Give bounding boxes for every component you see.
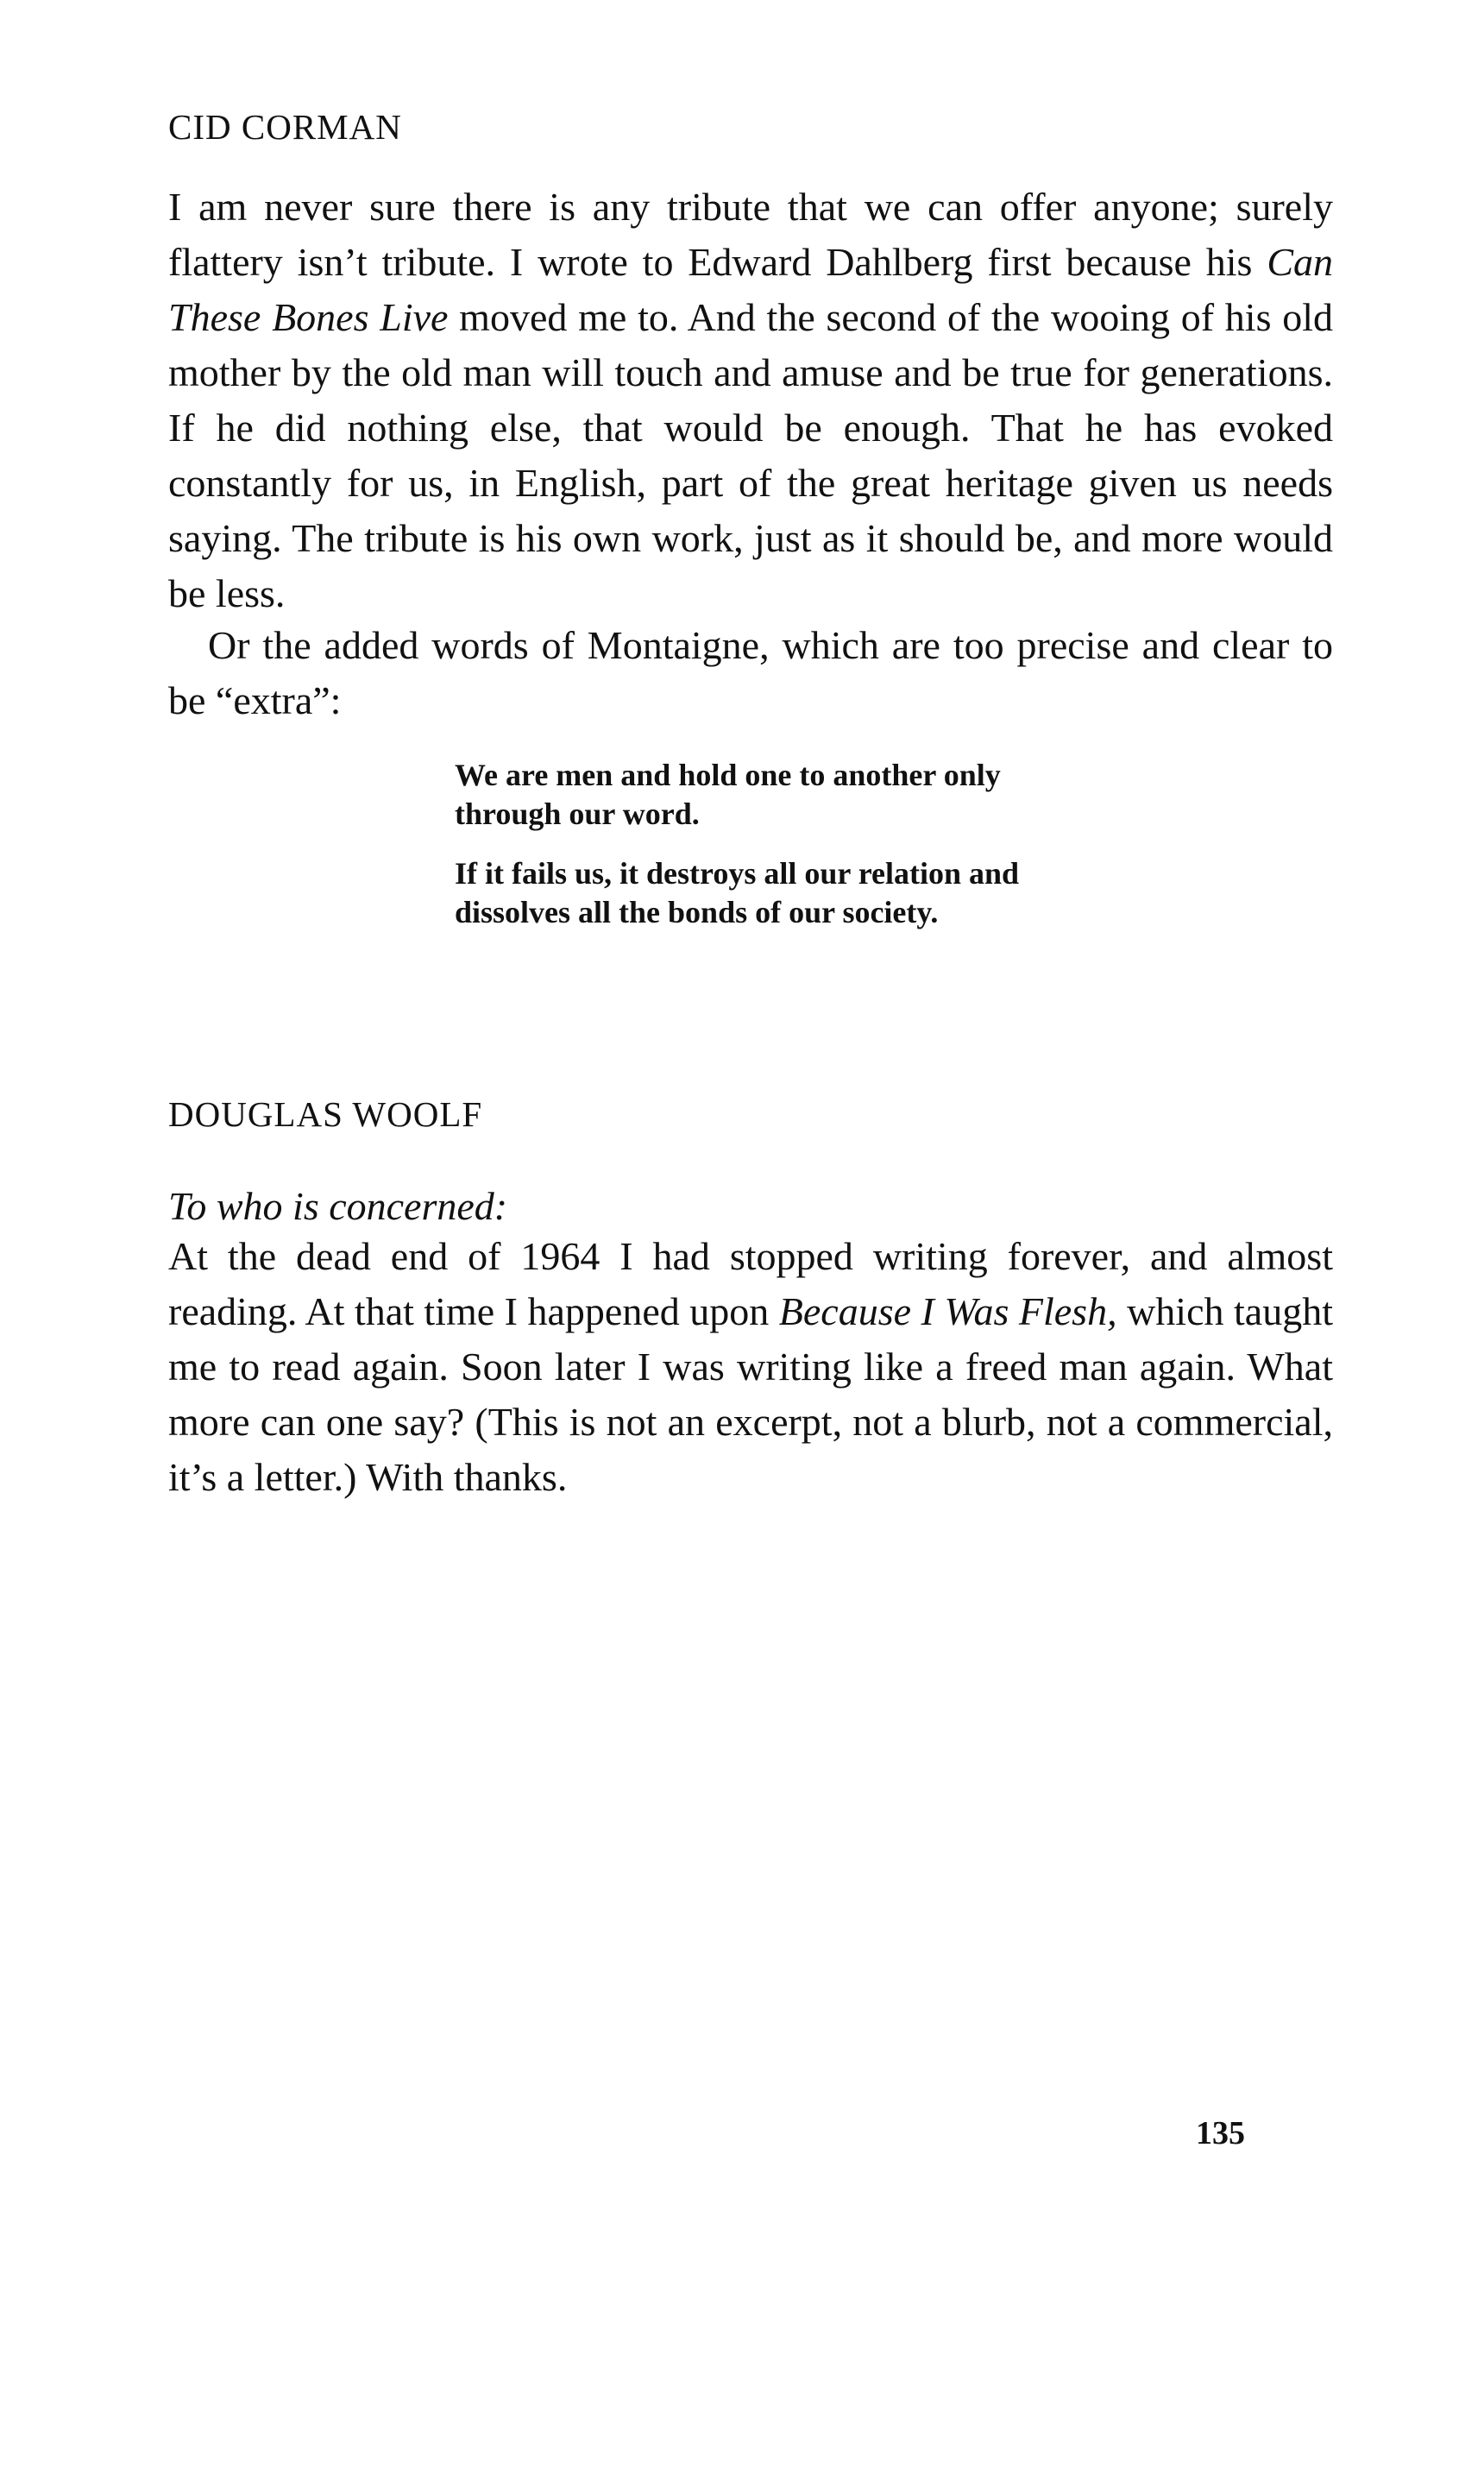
corman-book-title: Can These Bones Live: [168, 240, 1333, 339]
montaigne-quote-1: We are men and hold one to another only through our word.: [455, 758, 1001, 831]
woolf-book-title: Because I Was Flesh,: [778, 1289, 1117, 1333]
montaigne-quote-2: If it fails us, it destroys all our relation and dissolves all the bonds of our society.: [455, 856, 1020, 929]
section-heading-cid-corman: CID CORMAN: [168, 107, 402, 147]
corman-paragraph-1-text-a: I am never sure there is any tribute that we can offer anyone; surely flattery isn’t tribute. I wrote to Edward Dahlberg first because his: [168, 185, 1333, 284]
woolf-paragraph-1-text-b: which taught me to read again. Soon later I was writing like a freed man again. What more can one say? (This is not an excerpt, not a blurb, not a commercial, it’s a letter.) With thanks.: [168, 1289, 1333, 1499]
woolf-paragraph-1-text-a: At the dead end of 1964 I had stopped writing forever, and almost reading. At that time I happened upon: [168, 1234, 1333, 1333]
corman-paragraph-2-text: Or the added words of Montaigne, which are too precise and clear to be “extra”:: [168, 623, 1333, 722]
woolf-salutation: To who is concerned:: [168, 1184, 508, 1228]
page-number: 135: [1196, 2115, 1245, 2151]
woolf-paragraph-1: [168, 1229, 1333, 1505]
section-heading-douglas-woolf: DOUGLAS WOOLF: [168, 1094, 483, 1134]
corman-paragraph-1: [168, 180, 1333, 621]
corman-paragraph-1-text-b: moved me to. And the second of the wooing of his old mother by the old man will touch and amuse and be true for generations. If he did nothing else, that would be enough. That he has evoked constantly for us, in English, part of the great heritage given us needs saying. The tribute is his own work, just as it should be, and more would be less.: [168, 295, 1333, 615]
corman-paragraph-2: [168, 618, 1333, 728]
